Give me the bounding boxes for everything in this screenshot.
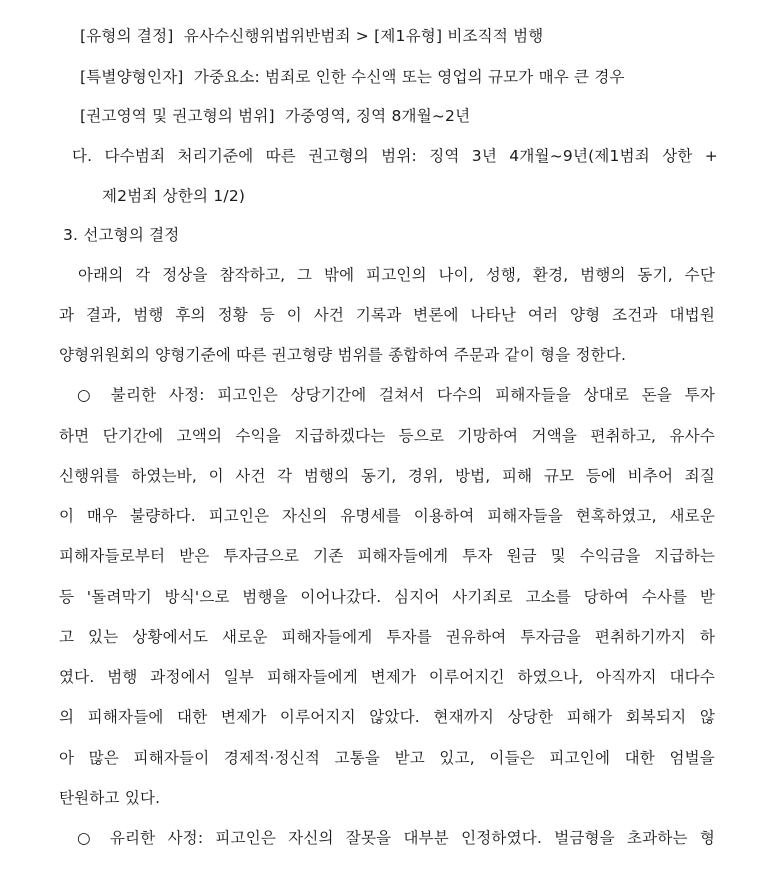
recommended-range-line: [80, 106, 470, 126]
type-decision-value: 유사수신행위법위반범죄 > [제1유형] 비조직적 범행: [183, 27, 544, 45]
unfavorable-circumstances-line: 신행위를 하였는바, 이 사건 각 범행의 동기, 경위, 방법, 피해 규모 등에 비추어 죄질: [59, 467, 715, 485]
type-decision-line: [80, 26, 543, 46]
multiple-crimes-range-line1: 다. 다수범죄 처리기준에 따른 권고형의 범위: 징역 3년 4개월~9년(제1범죄 상한 +: [72, 147, 718, 165]
intro-line: 양형위원회의 양형기준에 따른 권고형량 범위를 종합하여 주문과 같이 형을 정한다.: [59, 346, 627, 364]
type-decision-label: [유형의 결정]: [80, 27, 174, 45]
favorable-circumstances-line: ○ 유리한 사정: 피고인은 자신의 잘못을 대부분 인정하였다. 벌금형을 초과하는 형: [77, 829, 715, 847]
unfavorable-circumstances-line: 아 많은 피해자들이 경제적·정신적 고통을 받고 있고, 이들은 피고인에 대한 엄벌을: [59, 749, 715, 767]
unfavorable-circumstances-line: 고 있는 상황에서도 새로운 피해자들에게 투자를 권유하여 투자금을 편취하기까지 하: [59, 628, 715, 646]
special-factor-line: [80, 67, 625, 87]
multiple-crimes-range-line2: 제2범죄 상한의 1/2): [102, 187, 246, 205]
unfavorable-circumstances-line: 였다. 범행 과정에서 일부 피해자들에게 변제가 이루어지긴 하였으나, 아직까지 대다수: [59, 668, 715, 686]
unfavorable-circumstances-line: ○ 불리한 사정: 피고인은 상당기간에 걸쳐서 다수의 피해자들을 상대로 돈을 투자: [77, 386, 715, 404]
intro-line: 아래의 각 정상을 참작하고, 그 밖에 피고인의 나이, 성행, 환경, 범행의 동기, 수단: [78, 266, 715, 284]
unfavorable-circumstances-line: 하면 단기간에 고액의 수익을 지급하겠다는 등으로 기망하여 거액을 편취하고, 유사수: [59, 427, 715, 445]
section-heading: 3. 선고형의 결정: [63, 226, 180, 244]
unfavorable-circumstances-line: 피해자들로부터 받은 투자금으로 기존 피해자들에게 투자 원금 및 수익금을 지급하는: [59, 547, 715, 565]
unfavorable-circumstances-line: 탄원하고 있다.: [59, 789, 161, 807]
recommended-range-value: 가중영역, 징역 8개월~2년: [285, 107, 471, 125]
unfavorable-circumstances-line: 이 매우 불량하다. 피고인은 자신의 유명세를 이용하여 피해자들을 현혹하였고, 새로운: [59, 507, 715, 525]
unfavorable-circumstances-line: 의 피해자들에 대한 변제가 이루어지지 않았다. 현재까지 상당한 피해가 회복되지 않: [59, 708, 715, 726]
intro-line: 과 결과, 범행 후의 정황 등 이 사건 기록과 변론에 나타난 여러 양형 조건과 대법원: [59, 306, 715, 324]
unfavorable-circumstances-line: 등 '돌려막기 방식'으로 범행을 이어나갔다. 심지어 사기죄로 고소를 당하여 수사를 받: [59, 588, 716, 606]
special-factor-label: [특별양형인자]: [80, 68, 184, 86]
recommended-range-label: [권고영역 및 권고형의 범위]: [80, 107, 275, 125]
special-factor-value: 가중요소: 범죄로 인한 수신액 또는 영업의 규모가 매우 큰 경우: [193, 68, 625, 86]
